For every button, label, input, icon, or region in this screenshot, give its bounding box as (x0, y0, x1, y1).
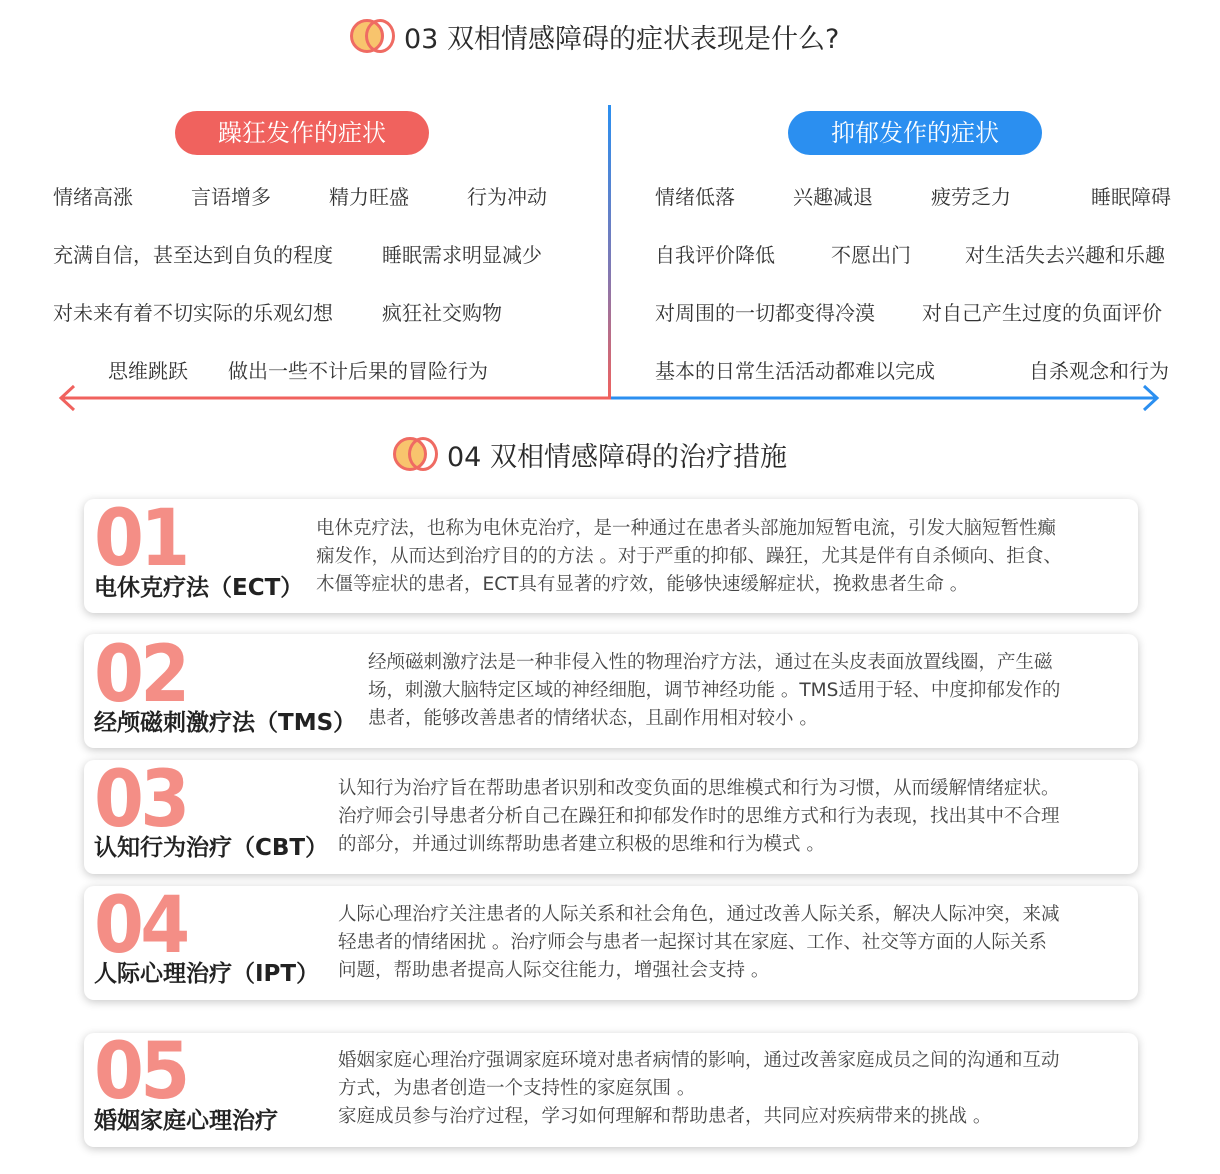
mania-symptom: 疯狂社交购物 (382, 301, 502, 325)
depression-symptom: 情绪低落 (655, 185, 735, 209)
treatment-name: 认知行为治疗（CBT） (94, 835, 329, 861)
circles-icon (393, 436, 443, 474)
circles-icon (350, 18, 400, 56)
mania-symptom: 充满自信，甚至达到自负的程度 (53, 243, 333, 267)
center-divider (608, 105, 611, 398)
mania-symptom: 睡眠需求明显减少 (382, 243, 542, 267)
mania-symptom: 情绪高涨 (53, 185, 133, 209)
treatment-description: 人际心理治疗关注患者的人际关系和社会角色，通过改善人际关系，解决人际冲突，来减 轻患者的情绪困扰 。治疗师会与患者一起探讨其在家庭、工作、社交等方面的人际关系 问题，帮助患者提高人际交往能力，增强社会支持 。 (338, 904, 1060, 981)
mania-symptom: 精力旺盛 (329, 185, 409, 209)
depression-symptom: 对周围的一切都变得冷漠 (655, 301, 875, 325)
treatment-description: 认知行为治疗旨在帮助患者识别和改变负面的思维模式和行为习惯，从而缓解情绪症状。 治疗师会引导患者分析自己在躁狂和抑郁发作时的思维方式和行为表现，找出其中不合理 的部分，并通过训练帮助患者建立积极的思维和行为模式 。 (338, 778, 1060, 855)
depression-symptom: 疲劳乏力 (931, 185, 1011, 209)
treatment-number: 01 (94, 494, 187, 584)
mania-symptom: 对未来有着不切实际的乐观幻想 (53, 301, 333, 325)
depression-symptom: 对生活失去兴趣和乐趣 (965, 243, 1165, 267)
mania-symptom: 思维跳跃 (108, 359, 188, 383)
mania-symptom: 做出一些不计后果的冒险行为 (228, 359, 488, 383)
mania-symptom: 言语增多 (191, 185, 271, 209)
depression-symptom: 不愿出门 (831, 243, 911, 267)
depression-symptom: 兴趣减退 (793, 185, 873, 209)
section-04-heading (393, 435, 787, 474)
treatment-number: 03 (94, 755, 187, 845)
depression-symptom: 自我评价降低 (655, 243, 775, 267)
depression-symptoms-pill: 抑郁发作的症状 (788, 111, 1042, 155)
treatment-description: 经颅磁刺激疗法是一种非侵入性的物理治疗方法，通过在头皮表面放置线圈，产生磁 场，刺激大脑特定区域的神经细胞，调节神经功能 。TMS适用于轻、中度抑郁发作的 患者，能够改善患者的情绪状态，且副作用相对较小 。 (368, 652, 1061, 729)
mania-symptom: 行为冲动 (467, 185, 547, 209)
treatment-number: 04 (94, 881, 187, 971)
treatment-name: 婚姻家庭心理治疗 (94, 1108, 278, 1134)
treatment-description: 婚姻家庭心理治疗强调家庭环境对患者病情的影响，通过改善家庭成员之间的沟通和互动 方式，为患者创造一个支持性的家庭氛围 。 家庭成员参与治疗过程，学习如何理解和帮助患者，共同应对疾病带来的挑战 。 (338, 1050, 1060, 1127)
depression-symptom: 对自己产生过度的负面评价 (922, 301, 1162, 325)
treatment-number: 05 (94, 1027, 187, 1117)
mania-symptoms-pill: 躁狂发作的症状 (175, 111, 429, 155)
treatment-name: 人际心理治疗（IPT） (94, 961, 320, 987)
treatment-description: 电休克疗法，也称为电休克治疗，是一种通过在患者头部施加短暂电流，引发大脑短暂性癫 痫发作，从而达到治疗目的的方法 。对于严重的抑郁、躁狂，尤其是伴有自杀倾向、拒食、 木僵等症状的患者，ECT具有显著的疗效，能够快速缓解症状，挽救患者生命 。 (316, 518, 1062, 595)
depression-symptom: 基本的日常生活活动都难以完成 (655, 359, 935, 383)
direction-arrows (50, 380, 1180, 416)
section-04-title: 04 双相情感障碍的治疗措施 (447, 442, 787, 473)
depression-symptom: 自杀观念和行为 (1029, 359, 1169, 383)
treatment-name: 电休克疗法（ECT） (94, 575, 304, 601)
treatment-name: 经颅磁刺激疗法（TMS） (94, 710, 357, 736)
depression-symptom: 睡眠障碍 (1091, 185, 1171, 209)
section-03-title: 03 双相情感障碍的症状表现是什么? (404, 24, 840, 55)
treatment-number: 02 (94, 630, 187, 720)
section-03-heading (350, 17, 839, 56)
